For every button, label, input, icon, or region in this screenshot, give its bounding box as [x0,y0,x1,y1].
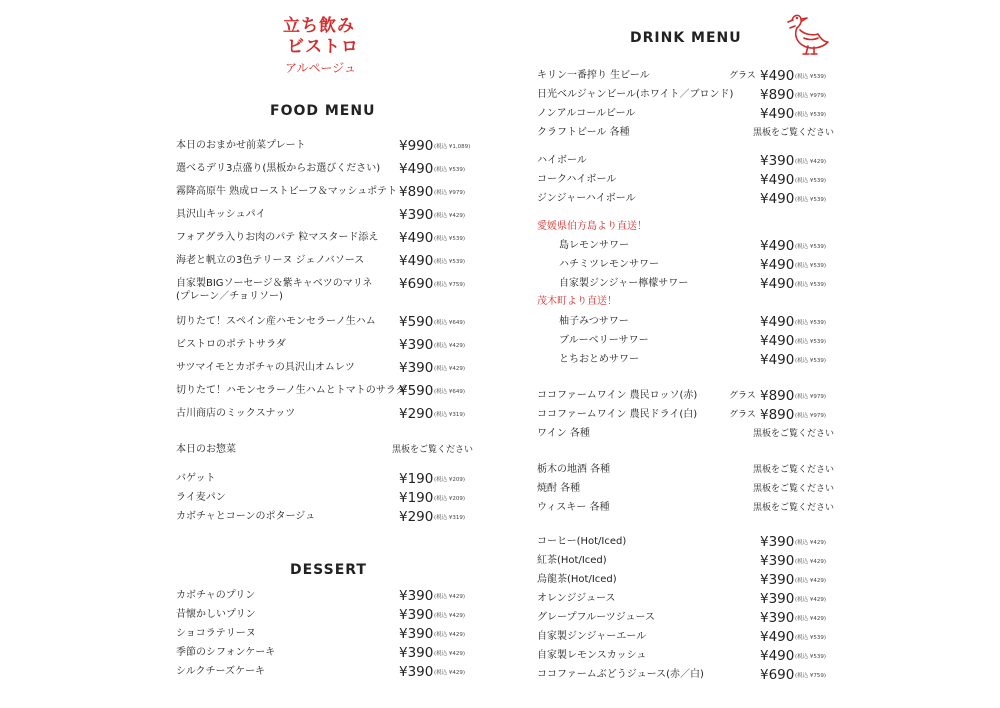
section-label: 愛媛県伯方島より直送！ [537,221,647,232]
drink-price: ¥890 [760,87,795,103]
menu-row [176,229,476,247]
item-price: ¥490 [399,230,434,246]
item-tax: (税込 ¥429) [434,594,466,600]
drink-row [537,313,829,331]
drink-tax: (税込 ¥539) [795,339,827,345]
item-name: 具沢山キッシュパイ [176,209,266,220]
item-price: ¥390 [399,645,434,661]
drink-price: ¥490 [760,68,795,84]
drink-name: 自家製レモンスカッシュ [537,650,647,661]
drink-name: ワイン 各種 [537,428,590,439]
drink-tax: (税込 ¥539) [795,358,827,364]
menu-row [176,252,476,270]
item-price: ¥390 [399,360,434,376]
drink-row [537,552,829,570]
daily-row [176,441,476,459]
item-name: シルクチーズケーキ [176,666,266,677]
item-tax: (税込 ¥319) [434,412,466,418]
drink-price: ¥490 [760,629,795,645]
drink-note: 黒板をご覧ください [753,465,835,475]
drink-row [537,67,829,85]
item-price: ¥490 [399,161,434,177]
item-name: 古川商店のミックスナッツ [176,408,296,419]
drink-tax: (税込 ¥429) [795,616,827,622]
drink-tax: (税込 ¥429) [795,559,827,565]
drink-price: ¥890 [760,407,795,423]
menu-row [176,405,476,423]
drink-name: コーヒー(Hot/Iced) [537,536,627,547]
item-price: ¥890 [399,184,434,200]
drink-name: 栃木の地酒 各種 [537,464,611,475]
item-tax: (税込 ¥429) [434,343,466,349]
drink-row [537,628,829,646]
item-price: ¥390 [399,337,434,353]
drink-row [537,425,835,443]
item-tax: (税込 ¥429) [434,613,466,619]
item-price: ¥390 [399,588,434,604]
drink-row [537,256,829,274]
glass-label: グラス [729,71,756,81]
item-name: サツマイモとカボチャの具沢山オムレツ [176,362,355,373]
item-price: ¥390 [399,607,434,623]
item-tax: (税込 ¥429) [434,632,466,638]
drink-row [537,647,829,665]
menu-row [176,336,476,354]
drink-name: 柚子みつサワー [559,316,629,327]
drink-row [537,609,829,627]
logo-line-2: ビストロ [287,37,359,57]
drink-note: 黒板をご覧ください [753,503,835,513]
drink-price: ¥490 [760,333,795,349]
drink-tax: (税込 ¥429) [795,578,827,584]
menu-row [176,206,476,224]
item-price: ¥590 [399,314,434,330]
drink-price: ¥890 [760,388,795,404]
drink-tax: (税込 ¥539) [795,282,827,288]
drink-tax: (税込 ¥539) [795,244,827,250]
drink-name: 紅茶(Hot/Iced) [537,555,607,566]
drink-tax: (税込 ¥539) [795,74,827,80]
drink-tax: (税込 ¥539) [795,112,827,118]
drink-tax: (税込 ¥539) [795,654,827,660]
drink-row [537,571,829,589]
drink-tax: (税込 ¥539) [795,197,827,203]
drink-price: ¥490 [760,106,795,122]
item-tax: (税込 ¥539) [434,167,466,173]
item-name: 昔懐かしいプリン [176,609,256,620]
drink-price: ¥490 [760,314,795,330]
menu-row [176,663,476,681]
item-name: 海老と帆立の3色テリーヌ ジェノバソース [176,255,365,266]
menu-row [176,606,476,624]
drink-row [537,590,829,608]
drink-tax: (税込 ¥539) [795,263,827,269]
item-tax: (税込 ¥649) [434,389,466,395]
menu-row [176,137,476,155]
menu-row [176,382,476,400]
menu-row [176,470,476,488]
drink-price: ¥390 [760,610,795,626]
item-tax: (税込 ¥209) [434,496,466,502]
drink-row [537,124,835,142]
drink-price: ¥490 [760,172,795,188]
item-tax: (税込 ¥759) [434,282,466,288]
drink-row [537,406,829,424]
item-tax: (税込 ¥429) [434,213,466,219]
item-name: 切りたて！ハモンセラーノ生ハムとトマトのサラダ [176,385,406,396]
item-name: フォアグラ入りお肉のパテ 粒マスタード添え [176,232,379,243]
item-tax: (税込 ¥1,089) [434,144,471,150]
drink-name: ウィスキー 各種 [537,502,610,513]
item-tax: (税込 ¥209) [434,477,466,483]
item-name: 霧降高原牛 熟成ローストビーフ＆マッシュポテト [176,186,398,197]
dessert-heading: DESSERT [290,562,367,578]
drink-price: ¥390 [760,534,795,550]
drink-price: ¥490 [760,257,795,273]
item-price: ¥590 [399,383,434,399]
drink-name: コークハイボール [537,174,617,185]
section-label: 茂木町より直送！ [537,296,617,307]
drink-name: 焼酎 各種 [537,483,581,494]
drink-price: ¥490 [760,191,795,207]
drink-tax: (税込 ¥979) [795,93,827,99]
drink-row [537,666,829,684]
item-tax: (税込 ¥539) [434,236,466,242]
drink-tax: (税込 ¥979) [795,413,827,419]
item-tax: (税込 ¥429) [434,670,466,676]
drink-tax: (税込 ¥429) [795,159,827,165]
drink-tax: (税込 ¥429) [795,597,827,603]
drink-name: キリン一番搾り 生ビール [537,70,650,81]
menu-row [176,160,476,178]
drink-name: グレープフルーツジュース [537,612,655,623]
menu-row [176,359,476,377]
drink-row [537,218,829,236]
item-tax: (税込 ¥539) [434,259,466,265]
drink-tax: (税込 ¥539) [795,320,827,326]
menu-row [176,644,476,662]
restaurant-logo [283,16,363,82]
drink-name: ハチミツレモンサワー [559,259,659,270]
item-name: カボチャとコーンのポタージュ [176,511,316,522]
item-name: 自家製BIGソーセージ＆紫キャベツのマリネ [176,278,373,289]
drink-name: ノンアルコールビール [537,108,636,119]
item-price: ¥390 [399,207,434,223]
menu-row [176,275,476,302]
menu-row [176,625,476,643]
item-price: ¥290 [399,406,434,422]
logo-line-1: 立ち飲み [283,16,355,36]
item-name: バゲット [176,473,216,484]
drink-row [537,387,829,405]
drink-tax: (税込 ¥759) [795,673,827,679]
drink-row [537,293,829,311]
drink-row [537,533,829,551]
drink-row [537,275,829,293]
drink-price: ¥490 [760,648,795,664]
drink-name: ブルーベリーサワー [559,335,649,346]
drink-price: ¥490 [760,238,795,254]
drink-price: ¥390 [760,153,795,169]
item-price: ¥390 [399,664,434,680]
item-tax: (税込 ¥649) [434,320,466,326]
drink-row [537,480,835,498]
item-price: ¥190 [399,471,434,487]
logo-line-3: アルページュ [285,61,357,75]
drink-name: クラフトビール 各種 [537,127,630,138]
item-tax: (税込 ¥429) [434,366,466,372]
drink-row [537,237,829,255]
daily-note: 黒板をご覧ください [392,445,474,455]
drink-row [537,105,829,123]
item-name: 本日のおまかせ前菜プレート [176,140,306,151]
drink-tax: (税込 ¥539) [795,178,827,184]
drink-row [537,461,835,479]
drink-name: ココファームワイン 農民ロッソ(赤) [537,390,698,401]
drink-name: オレンジジュース [537,593,616,604]
drink-tax: (税込 ¥539) [795,635,827,641]
drink-name: ココファームワイン 農民ドライ(白) [537,409,698,420]
drink-menu-heading: DRINK MENU [630,30,742,46]
glass-label: グラス [729,391,756,401]
drink-name: ココファームぶどうジュース(赤／白) [537,669,704,680]
drink-note: 黒板をご覧ください [753,429,835,439]
drink-name: 自家製ジンジャーエール [537,631,647,642]
drink-name: 日光ベルジャンビール(ホワイト／ブロンド) [537,89,734,100]
menu-row [176,587,476,605]
drink-name: 烏龍茶(Hot/Iced) [537,574,617,585]
item-name: ライ麦パン [176,492,226,503]
item-tax: (税込 ¥319) [434,515,466,521]
drink-note: 黒板をご覧ください [753,128,835,138]
item-tax: (税込 ¥429) [434,651,466,657]
item-name: 選べるデリ3点盛り(黒板からお選びください) [176,163,381,174]
drink-row [537,152,829,170]
drink-tax: (税込 ¥979) [795,394,827,400]
drink-name: 島レモンサワー [559,240,629,251]
item-name: ショコラテリーヌ [176,628,256,639]
drink-row [537,499,835,517]
drink-name: ハイボール [537,155,587,166]
drink-name: とちおとめサワー [559,354,639,365]
item-name: 切りたて！スペイン産ハモンセラーノ生ハム [176,316,376,327]
drink-row [537,190,829,208]
item-name: 季節のシフォンケーキ [176,647,276,658]
drink-price: ¥390 [760,553,795,569]
drink-name: ジンジャーハイボール [537,193,636,204]
menu-row [176,489,476,507]
drink-price: ¥390 [760,572,795,588]
drink-price: ¥390 [760,591,795,607]
item-name-sub: (プレーン／チョリソー) [176,291,283,302]
duck-icon [782,8,834,60]
item-price: ¥190 [399,490,434,506]
item-price: ¥990 [399,138,434,154]
menu-row [176,313,476,331]
glass-label: グラス [729,410,756,420]
item-name: ビストロのポテトサラダ [176,339,286,350]
drink-price: ¥490 [760,276,795,292]
daily-name: 本日のお惣菜 [176,444,236,455]
drink-row [537,171,829,189]
drink-name: 自家製ジンジャー檸檬サワー [559,278,689,289]
drink-tax: (税込 ¥429) [795,540,827,546]
drink-price: ¥490 [760,352,795,368]
drink-row [537,351,829,369]
drink-row [537,86,829,104]
drink-price: ¥690 [760,667,795,683]
drink-row [537,332,829,350]
food-menu-heading: FOOD MENU [270,103,376,119]
drink-note: 黒板をご覧ください [753,484,835,494]
item-name: カボチャのプリン [176,590,256,601]
menu-row [176,183,476,201]
item-price: ¥490 [399,253,434,269]
menu-row [176,508,476,526]
item-price: ¥390 [399,626,434,642]
item-price: ¥690 [399,276,434,292]
item-tax: (税込 ¥979) [434,190,466,196]
item-price: ¥290 [399,509,434,525]
